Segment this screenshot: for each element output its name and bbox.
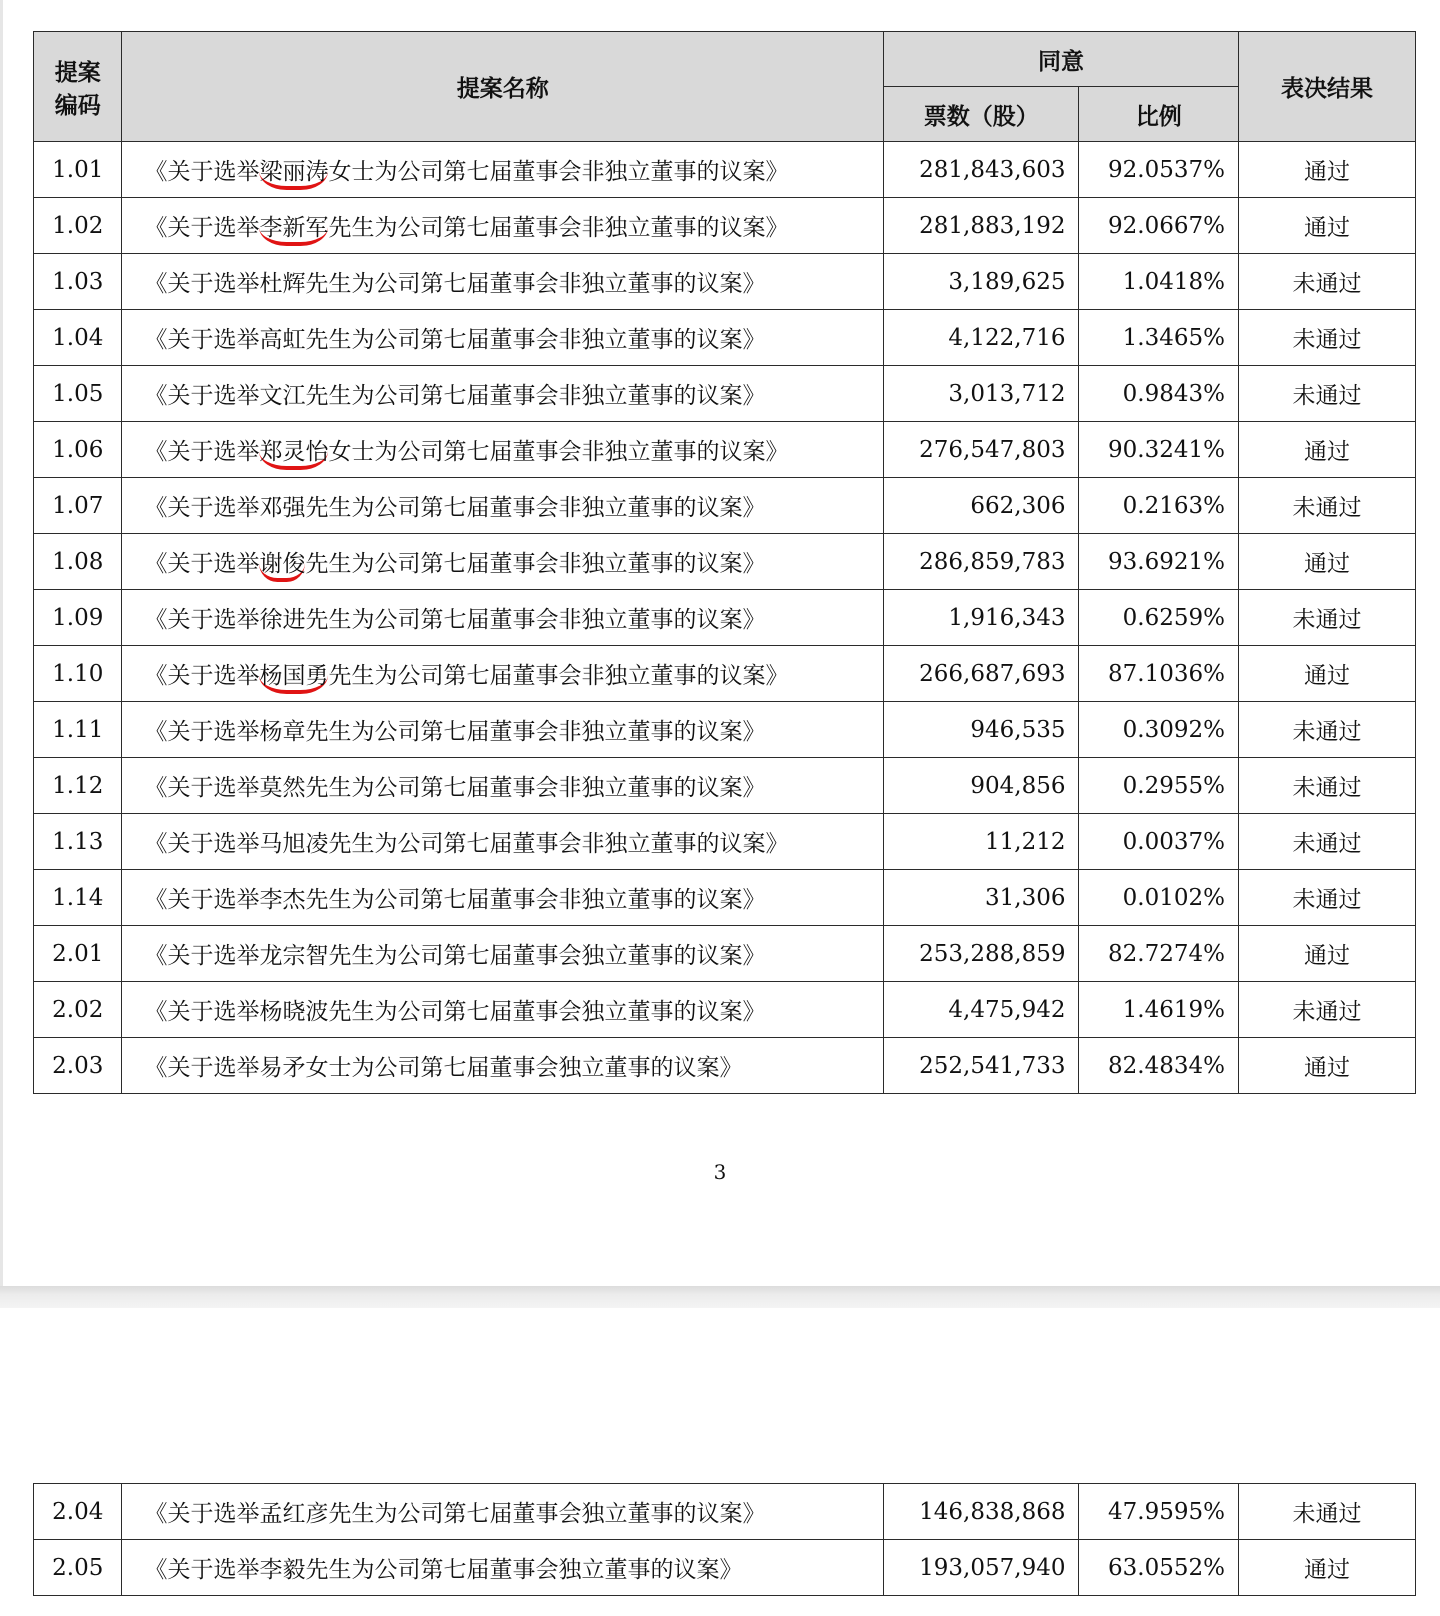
vote-count: 3,189,625	[883, 254, 1079, 310]
proposal-name-text: 《关于选举	[144, 551, 260, 577]
vote-count: 3,013,712	[883, 366, 1079, 422]
proposal-name	[122, 422, 883, 478]
proposal-name	[122, 1540, 883, 1596]
proposal-code: 1.07	[34, 478, 122, 534]
header-result: 表决结果	[1238, 32, 1415, 142]
vote-result: 通过	[1238, 534, 1415, 590]
proposal-code: 1.09	[34, 590, 122, 646]
vote-ratio: 1.3465%	[1079, 310, 1239, 366]
proposal-name-text: 《关于选举李杰先生为公司第七届董事会非独立董事的议案》	[144, 887, 766, 913]
proposal-code: 1.12	[34, 758, 122, 814]
proposal-code: 2.03	[34, 1038, 122, 1094]
proposal-name	[122, 758, 883, 814]
header-proposal-name: 提案名称	[122, 32, 883, 142]
vote-ratio: 0.2955%	[1079, 758, 1239, 814]
proposal-code: 1.01	[34, 142, 122, 198]
vote-result: 未通过	[1238, 702, 1415, 758]
table-row	[34, 254, 1416, 310]
vote-ratio: 63.0552%	[1079, 1540, 1239, 1596]
vote-result: 未通过	[1238, 870, 1415, 926]
proposal-code: 1.14	[34, 870, 122, 926]
vote-ratio: 47.9595%	[1079, 1484, 1239, 1540]
proposal-name	[122, 1038, 883, 1094]
vote-count: 146,838,868	[883, 1484, 1079, 1540]
candidate-name-marked: 梁丽涛	[259, 159, 328, 190]
vote-count: 281,843,603	[883, 142, 1079, 198]
page-gap	[0, 1286, 1440, 1308]
proposal-name-text: 《关于选举高虹先生为公司第七届董事会非独立董事的议案》	[144, 327, 766, 353]
table-row	[34, 1540, 1416, 1596]
vote-result: 通过	[1238, 646, 1415, 702]
proposal-name	[122, 478, 883, 534]
header-ratio: 比例	[1079, 87, 1239, 142]
proposal-name	[122, 1484, 883, 1540]
vote-result: 通过	[1238, 926, 1415, 982]
proposal-name-text: 《关于选举李毅先生为公司第七届董事会独立董事的议案》	[144, 1557, 743, 1583]
vote-result: 通过	[1238, 198, 1415, 254]
page-number: 3	[713, 1160, 727, 1184]
candidate-name-marked: 李新军	[259, 215, 328, 246]
vote-result: 通过	[1238, 142, 1415, 198]
proposal-code: 2.01	[34, 926, 122, 982]
vote-result: 未通过	[1238, 366, 1415, 422]
vote-count: 253,288,859	[883, 926, 1079, 982]
proposal-name-text-rest: 先生为公司第七届董事会非独立董事的议案》	[328, 663, 789, 689]
vote-ratio: 0.0037%	[1079, 814, 1239, 870]
proposal-name-text: 《关于选举	[144, 439, 260, 465]
proposal-name-text-rest: 女士为公司第七届董事会非独立董事的议案》	[328, 439, 789, 465]
proposal-name-text: 《关于选举杜辉先生为公司第七届董事会非独立董事的议案》	[144, 271, 766, 297]
proposal-name-text: 《关于选举杨晓波先生为公司第七届董事会独立董事的议案》	[144, 999, 766, 1025]
candidate-name-marked: 郑灵怡	[259, 439, 328, 470]
proposal-name-text: 《关于选举	[144, 215, 260, 241]
proposal-name-text: 《关于选举	[144, 159, 260, 185]
proposal-name	[122, 366, 883, 422]
proposal-name-text: 《关于选举孟红彦先生为公司第七届董事会独立董事的议案》	[144, 1501, 766, 1527]
vote-count: 281,883,192	[883, 198, 1079, 254]
vote-count: 1,916,343	[883, 590, 1079, 646]
vote-ratio: 82.7274%	[1079, 926, 1239, 982]
table-row	[34, 702, 1416, 758]
vote-ratio: 87.1036%	[1079, 646, 1239, 702]
vote-count: 4,122,716	[883, 310, 1079, 366]
proposal-code: 2.05	[34, 1540, 122, 1596]
proposal-name-text: 《关于选举易矛女士为公司第七届董事会独立董事的议案》	[144, 1055, 743, 1081]
vote-result: 未通过	[1238, 814, 1415, 870]
proposal-code: 2.02	[34, 982, 122, 1038]
table-row	[34, 1038, 1416, 1094]
proposal-code: 1.05	[34, 366, 122, 422]
vote-ratio: 90.3241%	[1079, 422, 1239, 478]
proposal-name-text-rest: 先生为公司第七届董事会非独立董事的议案》	[305, 551, 766, 577]
table-row	[34, 646, 1416, 702]
vote-ratio: 92.0537%	[1079, 142, 1239, 198]
proposal-name-text: 《关于选举徐进先生为公司第七届董事会非独立董事的议案》	[144, 607, 766, 633]
vote-ratio: 0.6259%	[1079, 590, 1239, 646]
proposal-name-text-rest: 女士为公司第七届董事会非独立董事的议案》	[328, 159, 789, 185]
proposal-code: 2.04	[34, 1484, 122, 1540]
proposal-name	[122, 646, 883, 702]
proposal-name	[122, 254, 883, 310]
vote-ratio: 0.2163%	[1079, 478, 1239, 534]
proposal-name-text: 《关于选举邓强先生为公司第七届董事会非独立董事的议案》	[144, 495, 766, 521]
proposal-code: 1.10	[34, 646, 122, 702]
table-body-continued	[34, 1484, 1416, 1596]
proposal-name	[122, 982, 883, 1038]
vote-count: 286,859,783	[883, 534, 1079, 590]
proposal-name	[122, 198, 883, 254]
header-proposal-code: 提案 编码	[34, 32, 122, 142]
candidate-name-marked: 杨国勇	[259, 663, 328, 694]
header-votes: 票数（股）	[883, 87, 1079, 142]
proposal-code: 1.02	[34, 198, 122, 254]
table-row	[34, 926, 1416, 982]
vote-result: 通过	[1238, 1038, 1415, 1094]
proposal-code: 1.04	[34, 310, 122, 366]
vote-count: 266,687,693	[883, 646, 1079, 702]
voting-results-table-continued	[33, 1483, 1416, 1596]
vote-count: 193,057,940	[883, 1540, 1079, 1596]
table-row	[34, 478, 1416, 534]
proposal-name-text: 《关于选举文江先生为公司第七届董事会非独立董事的议案》	[144, 383, 766, 409]
table-row	[34, 198, 1416, 254]
proposal-name	[122, 926, 883, 982]
proposal-code: 1.13	[34, 814, 122, 870]
table-header	[34, 32, 1416, 142]
proposal-name	[122, 142, 883, 198]
vote-result: 通过	[1238, 1540, 1415, 1596]
vote-count: 276,547,803	[883, 422, 1079, 478]
vote-result: 未通过	[1238, 310, 1415, 366]
voting-results-table	[33, 31, 1416, 1094]
vote-result: 未通过	[1238, 982, 1415, 1038]
vote-ratio: 0.3092%	[1079, 702, 1239, 758]
table-row	[34, 1484, 1416, 1540]
vote-ratio: 1.0418%	[1079, 254, 1239, 310]
vote-count: 904,856	[883, 758, 1079, 814]
proposal-name	[122, 534, 883, 590]
proposal-name	[122, 814, 883, 870]
vote-count: 31,306	[883, 870, 1079, 926]
vote-ratio: 92.0667%	[1079, 198, 1239, 254]
vote-result: 未通过	[1238, 254, 1415, 310]
vote-ratio: 0.0102%	[1079, 870, 1239, 926]
vote-count: 946,535	[883, 702, 1079, 758]
table-row	[34, 142, 1416, 198]
candidate-name-marked: 谢俊	[259, 551, 305, 582]
table-row	[34, 982, 1416, 1038]
table-row	[34, 758, 1416, 814]
proposal-name-text: 《关于选举龙宗智先生为公司第七届董事会独立董事的议案》	[144, 943, 766, 969]
proposal-name-text: 《关于选举莫然先生为公司第七届董事会非独立董事的议案》	[144, 775, 766, 801]
header-agree: 同意	[883, 32, 1238, 87]
vote-result: 通过	[1238, 422, 1415, 478]
proposal-name-text: 《关于选举	[144, 663, 260, 689]
proposal-name-text: 《关于选举马旭凌先生为公司第七届董事会非独立董事的议案》	[144, 831, 789, 857]
vote-result: 未通过	[1238, 758, 1415, 814]
vote-count: 662,306	[883, 478, 1079, 534]
proposal-code: 1.08	[34, 534, 122, 590]
table-row	[34, 590, 1416, 646]
vote-ratio: 82.4834%	[1079, 1038, 1239, 1094]
page-edge	[0, 0, 3, 1286]
vote-result: 未通过	[1238, 478, 1415, 534]
vote-result: 未通过	[1238, 1484, 1415, 1540]
vote-count: 11,212	[883, 814, 1079, 870]
proposal-code: 1.11	[34, 702, 122, 758]
proposal-name	[122, 702, 883, 758]
table-row	[34, 814, 1416, 870]
proposal-name-text-rest: 先生为公司第七届董事会非独立董事的议案》	[328, 215, 789, 241]
vote-count: 4,475,942	[883, 982, 1079, 1038]
vote-result: 未通过	[1238, 590, 1415, 646]
vote-ratio: 1.4619%	[1079, 982, 1239, 1038]
proposal-code: 1.03	[34, 254, 122, 310]
proposal-name	[122, 870, 883, 926]
table-row	[34, 870, 1416, 926]
proposal-code: 1.06	[34, 422, 122, 478]
table-row	[34, 534, 1416, 590]
table-row	[34, 366, 1416, 422]
proposal-name	[122, 590, 883, 646]
table-body	[34, 142, 1416, 1094]
vote-ratio: 93.6921%	[1079, 534, 1239, 590]
proposal-name-text: 《关于选举杨章先生为公司第七届董事会非独立董事的议案》	[144, 719, 766, 745]
vote-ratio: 0.9843%	[1079, 366, 1239, 422]
proposal-name	[122, 310, 883, 366]
vote-count: 252,541,733	[883, 1038, 1079, 1094]
table-row	[34, 310, 1416, 366]
table-row	[34, 422, 1416, 478]
